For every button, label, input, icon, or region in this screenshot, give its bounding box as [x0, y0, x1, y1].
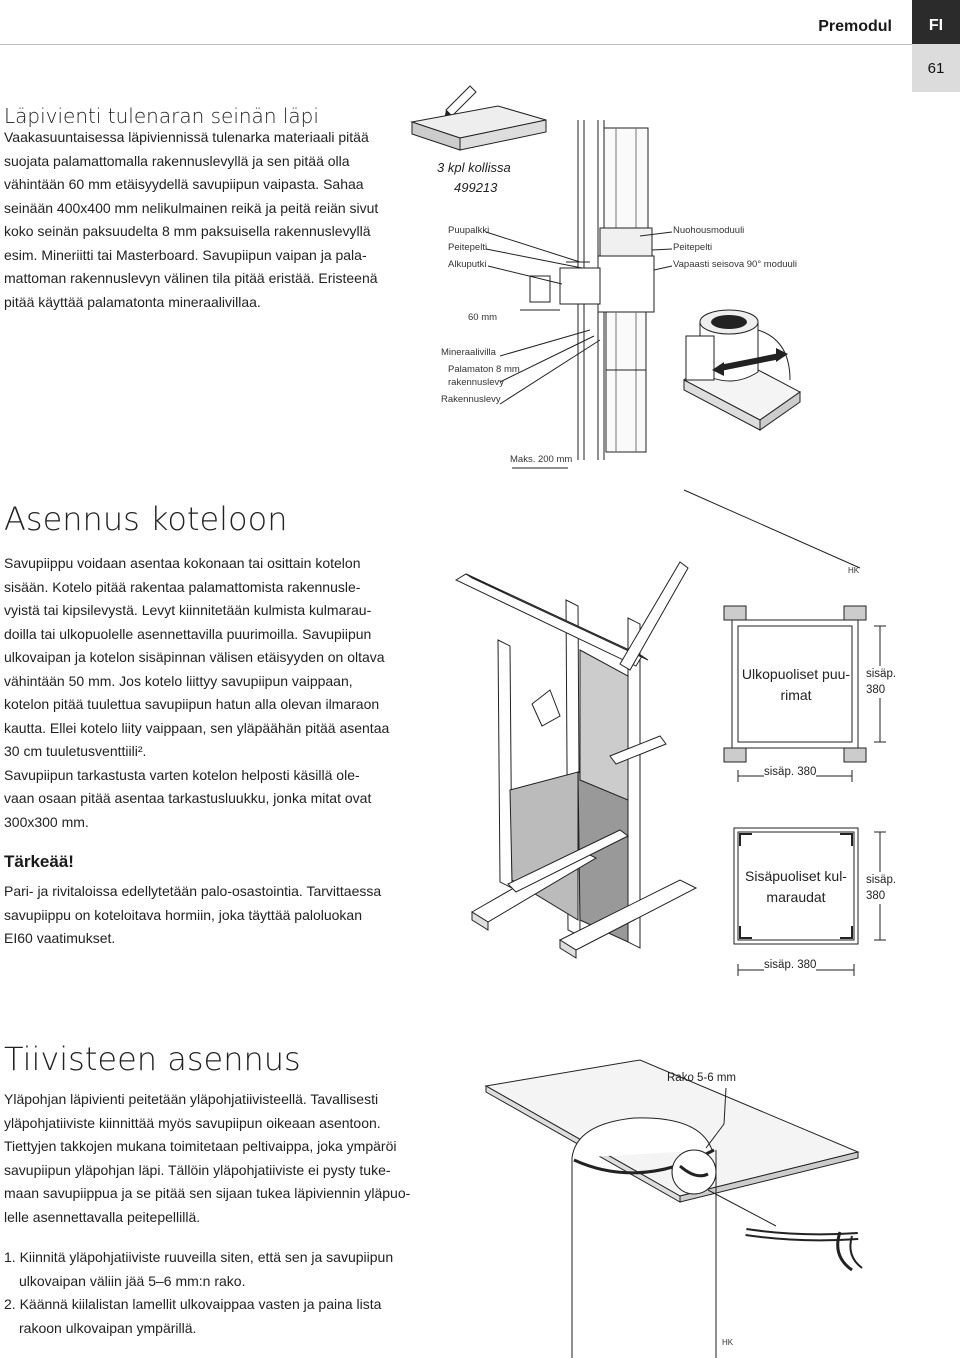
text-line: lelle asennettavalla peitepellillä.: [4, 1208, 201, 1225]
label-max-200mm: Maks. 200 mm: [510, 454, 573, 465]
gap-label: Rako 5-6 mm: [667, 1072, 737, 1084]
text-line: Savupiipun tarkastusta varten kotelon helposti käsillä ole-: [4, 766, 360, 783]
label-90-module: Vapaasti seisova 90° moduuli: [673, 259, 798, 270]
label-cover-plate-right: Peitepelti: [673, 242, 713, 253]
box1-label-line: rimat: [780, 687, 812, 703]
box1-label-line: Ulkopuoliset puu-: [741, 666, 851, 682]
language-tab: FI: [912, 0, 960, 44]
label-sweep-module: Nuohousmoduuli: [673, 225, 745, 236]
text-line: seinään 400x400 mm nelikulmainen reikä ja peitä reiän sivut: [4, 199, 379, 216]
box1-bottom-dim: sisäp. 380: [764, 766, 817, 778]
text-line: savupiippu on koteloitava hormiin, joka täyttää paloluokan: [4, 906, 363, 923]
text-line: esim. Mineriitti tai Masterboard. Savupiipun vaipan ja pala-: [4, 246, 367, 263]
label-cover-plate: Peitepelti: [448, 242, 488, 253]
illustrator-initials: HK: [848, 566, 860, 575]
text-line: koko seinän paksuudelta 8 mm paksuisella rakennuslevyllä: [4, 223, 371, 239]
step-line: ulkovaipan väliin jää 5–6 mm:n rako.: [19, 1272, 246, 1289]
text-line: suojata palamattomalla rakennuslevyllä ja sen pitää olla: [4, 152, 350, 169]
text-line: Yläpohjan läpivienti peitetään yläpohjatiivisteellä. Tavallisesti: [4, 1091, 379, 1107]
text-line: vyistä tai kipsilevystä. Levyt kiinnitetään kulmista kulmarau-: [4, 602, 372, 618]
illustrator-initials-2: HK: [722, 1338, 734, 1347]
text-line: pitää käyttää palamatonta mineraalivillaa.: [4, 293, 261, 310]
dim-text: sisäp.: [866, 874, 897, 886]
page-number: 61: [912, 44, 960, 92]
text-line: 300x300 mm.: [4, 813, 89, 830]
section-title-wall: Läpivienti tulenaran seinän läpi: [4, 104, 319, 128]
step-line: 1. Kiinnitä yläpohjatiiviste ruuveilla siten, että sen ja savupiipun: [4, 1249, 394, 1265]
label-wood-beam: Puupalkki: [448, 225, 490, 236]
text-line: kotelon pitää tuulettua savupiipun hatun alla olevan ilmaraon: [4, 696, 380, 712]
label-noncombustible: Palamaton 8 mm: [448, 364, 520, 375]
label-start-pipe: Alkuputki: [448, 259, 487, 270]
dim-text: 380: [866, 890, 886, 902]
section-title-enclosure: Asennus koteloon: [4, 500, 288, 538]
text-line: vähintään 60 mm etäisyydellä savupiipun vaipasta. Sahaa: [4, 176, 364, 192]
label-building-board: Rakennuslevy: [441, 394, 501, 405]
step-line: rakoon ulkovaipan ympärillä.: [19, 1319, 197, 1336]
dim-text: 380: [866, 684, 886, 696]
important-heading: Tärkeää!: [4, 852, 74, 871]
box2-label-line: Sisäpuoliset kul-: [745, 868, 847, 884]
step-line: 2. Käännä kiilalistan lamellit ulkovaippaa vasten ja paina lista: [4, 1296, 382, 1312]
text-line: Savupiippu voidaan asentaa kokonaan tai osittain kotelon: [4, 555, 361, 571]
text-line: 30 cm tuuletusventtiili².: [4, 743, 147, 759]
box2-label-line: maraudat: [766, 889, 826, 905]
pack-quantity: 3 kpl kollissa: [437, 160, 511, 175]
label-board: rakennuslevy: [448, 377, 504, 388]
text-line: kautta. Ellei kotelo liity vaippaan, sen yläpäähän pitää asentaa: [4, 719, 390, 736]
label-mineral-wool: Mineraalivilla: [441, 347, 496, 358]
text-line: Pari- ja rivitaloissa edellytetään palo-osastointia. Tarvittaessa: [4, 883, 382, 899]
section-title-seal: Tiivisteen asennus: [4, 1040, 301, 1078]
dim-text: sisäp.: [866, 668, 897, 680]
text-line: vaan osaan pitää asentaa tarkastusluukku, jonka mitat ovat: [4, 790, 372, 806]
text-line: yläpohjatiiviste kiinnittää myös savupiipun oikeaan asentoon.: [4, 1114, 381, 1131]
brand-name: Premodul: [818, 18, 892, 35]
text-line: savupiipun yläpohjan läpi. Tällöin yläpohjatiiviste ei pysty tuke-: [4, 1161, 391, 1178]
text-line: mattoman rakennuslevyn välinen tila pitää eristää. Eristeenä: [4, 270, 378, 286]
text-line: doilla tai ulkopuolelle asennettavilla puurimoilla. Savupiipun: [4, 625, 372, 642]
text-line: EI60 vaatimukset.: [4, 930, 116, 946]
box2-bottom-dim: sisäp. 380: [764, 959, 817, 971]
text-line: vähintään 50 mm. Jos kotelo liittyy savupiipun vaippaan,: [4, 672, 353, 689]
text-line: Tiettyjen takkojen mukana toimitetaan peltivaippa, joka ympäröi: [4, 1138, 397, 1154]
text-line: sisään. Kotelo pitää rakentaa palamattomista rakennusle-: [4, 578, 361, 595]
text-line: Vaakasuuntaisessa läpiviennissä tulenarka materiaali pitää: [4, 129, 369, 145]
product-code: 499213: [454, 180, 498, 195]
text-line: maan savupiippua ja se pitää sen sijaan tukea läpiviennin yläpuo-: [4, 1185, 411, 1201]
label-dim-60mm: 60 mm: [468, 312, 498, 323]
text-line: ulkovaipan ja kotelon sisäpinnan välisen etäisyyden on oltava: [4, 649, 385, 665]
